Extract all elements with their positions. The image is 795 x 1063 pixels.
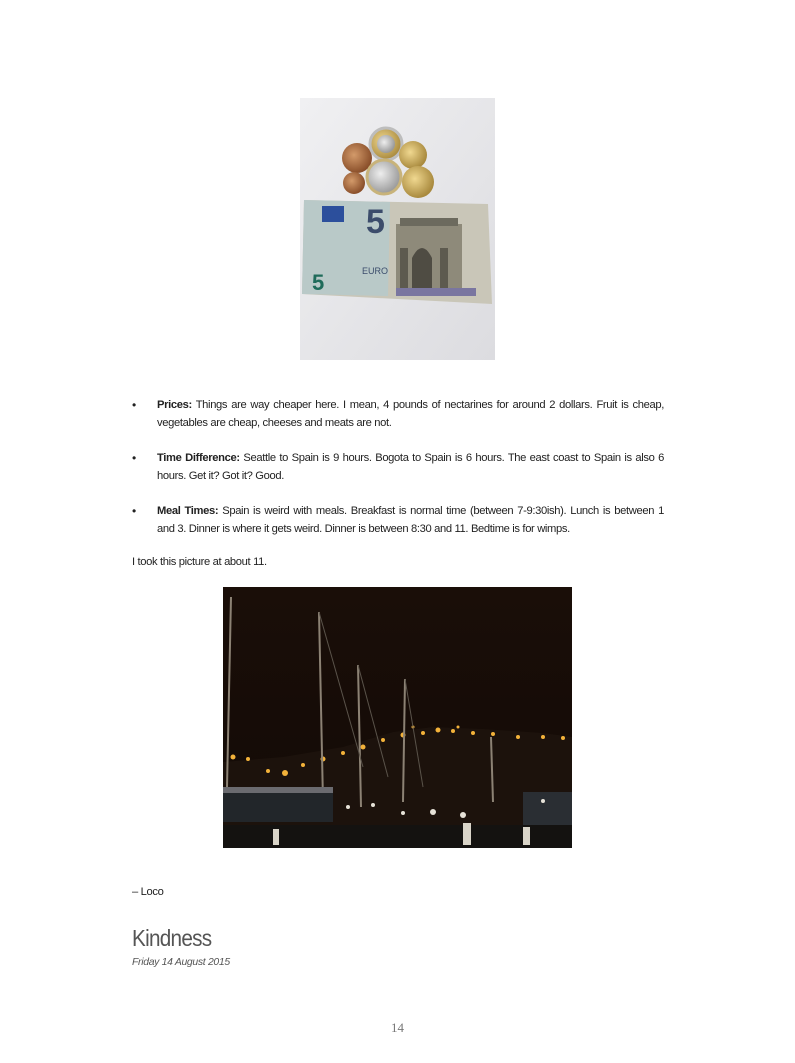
bullet-icon: • [132,398,136,412]
banknote-denomination-small: 5 [312,270,325,295]
facts-list [132,396,664,555]
list-item [132,449,664,485]
banknote-denomination: 5 [366,203,385,241]
bullet-icon: • [132,451,136,465]
picture-caption: I took this picture at about 11. [132,556,267,568]
list-item-text: Things are way cheaper here. I mean, 4 pounds of nectarines for around 2 dollars. Fruit is cheap, vegetables are cheap, cheeses and meats are not. [157,399,664,429]
banknote [302,200,492,304]
night-harbor-photo [223,587,572,848]
coin [342,143,372,173]
coin [402,166,434,198]
coins-and-banknote-photo [300,98,495,360]
list-item [132,502,664,538]
bullet-icon: • [132,504,136,518]
list-item-text: Seattle to Spain is 9 hours. Bogota to Spain is 6 hours. The east coast to Spain is also 6 hours. Get it? Got it? Good. [157,452,665,482]
list-item-text: Spain is weird with meals. Breakfast is normal time (between 7-9:30ish). Lunch is between 1 and 3. Dinner is where it gets weird. Dinner is between 8:30 and 11. Bedtime is for wimps. [157,505,664,535]
list-item-label: Prices: [157,399,192,411]
list-item-label: Time Difference: [157,452,240,464]
post-date: Friday 14 August 2015 [132,957,230,968]
coin [343,172,365,194]
coin [399,141,427,169]
signoff: – Loco [132,886,164,898]
banknote-currency-label: EURO [362,266,389,276]
page-number: 14 [391,1020,404,1035]
post-title: Kindness [132,925,212,951]
coin [377,135,395,153]
list-item [132,396,664,432]
coin [367,160,401,194]
list-item-label: Meal Times: [157,505,219,517]
